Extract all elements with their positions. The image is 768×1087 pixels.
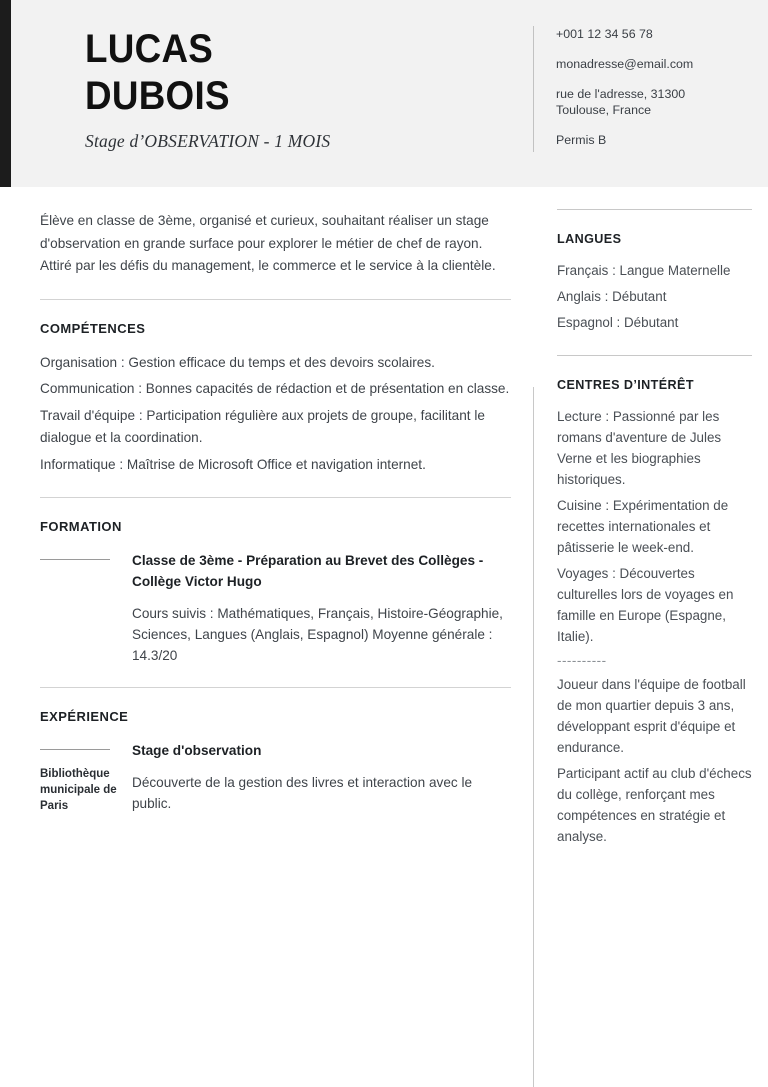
last-name: DUBOIS [85,74,230,118]
sidebar-divider [557,209,752,210]
contact-address [556,86,748,118]
sidebar-divider [557,355,752,356]
interest-item: Participant actif au club d'échecs du collège, renforçant mes compétences en stratégie et analyse. [557,766,752,844]
interests-dashed-separator: ---------- [557,653,607,668]
job-title: Stage d’OBSERVATION - 1 MOIS [85,131,331,151]
contact-license: Permis B [556,133,607,147]
language-item: Français : Langue Maternelle [557,263,731,278]
language-item: Anglais : Débutant [557,289,667,304]
language-item: Espagnol : Débutant [557,315,679,330]
resume-header [0,0,768,187]
main-column [0,187,533,814]
interest-item: Voyages : Découvertes culturelles lors de voyages en famille en Europe (Espagne, Italie). [557,566,734,644]
education-entry-description: Cours suivis : Mathématiques, Français, Histoire-Géographie, Sciences, Langues (Anglais, Espagnol) Moyenne générale : 14.3/20 [132,606,503,663]
education-entry [40,550,511,666]
experience-entry-org: Bibliothèque municipale de Paris [40,768,117,812]
section-divider [40,497,511,498]
education-entry-meta [40,550,128,576]
education-entry-title: Classe de 3ème - Préparation au Brevet des Collèges - Collège Victor Hugo [132,553,484,589]
experience-entry-meta [40,740,128,814]
sidebar-column [533,187,768,847]
experience-entry [40,740,511,814]
entry-marker-line [40,559,110,560]
experience-entry-body [128,740,511,814]
interest-item: Joueur dans l'équipe de football de mon quartier depuis 3 ans, développant esprit d'équipe et endurance. [557,677,746,755]
languages-heading: LANGUES [557,232,622,246]
contact-email: monadresse@email.com [556,57,694,71]
interests-heading: CENTRES D’INTÉRÊT [557,378,694,392]
interest-item: Cuisine : Expérimentation de recettes internationales et pâtisserie le week-end. [557,498,729,555]
contact-phone: +001 12 34 56 78 [556,27,653,41]
education-entry-body [128,550,511,666]
skill-item: Communication : Bonnes capacités de rédaction et de présentation en classe. [40,381,510,396]
profile-summary: Élève en classe de 3ème, organisé et curieux, souhaitant réaliser un stage d'observation en grande surface pour explorer le métier de chef de rayon. Attiré par les défis du management, le commerce et le service à la clientèle. [40,213,496,273]
resume-body [0,187,768,847]
address-line-1: rue de l'adresse, 31300 [556,87,686,101]
address-line-2: Toulouse, France [556,103,652,117]
entry-marker-line [40,749,110,750]
header-identity [0,0,468,152]
contact-block [533,26,748,152]
section-divider [40,687,511,688]
education-heading: FORMATION [40,519,122,534]
section-divider [40,299,511,300]
experience-entry-title: Stage d'observation [132,743,262,758]
experience-heading: EXPÉRIENCE [40,709,129,724]
experience-entry-description: Découverte de la gestion des livres et interaction avec le public. [132,775,473,811]
skill-item: Travail d'équipe : Participation régulière aux projets de groupe, facilitant le dialogue et la coordination. [40,407,485,445]
skills-heading: COMPÉTENCES [40,320,146,336]
skill-item: Informatique : Maîtrise de Microsoft Office et navigation internet. [40,456,426,472]
interest-item: Lecture : Passionné par les romans d'aventure de Jules Verne et les biographies historiques. [557,409,722,487]
skill-item: Organisation : Gestion efficace du temps et des devoirs scolaires. [40,354,435,370]
first-name: LUCAS [85,27,214,71]
